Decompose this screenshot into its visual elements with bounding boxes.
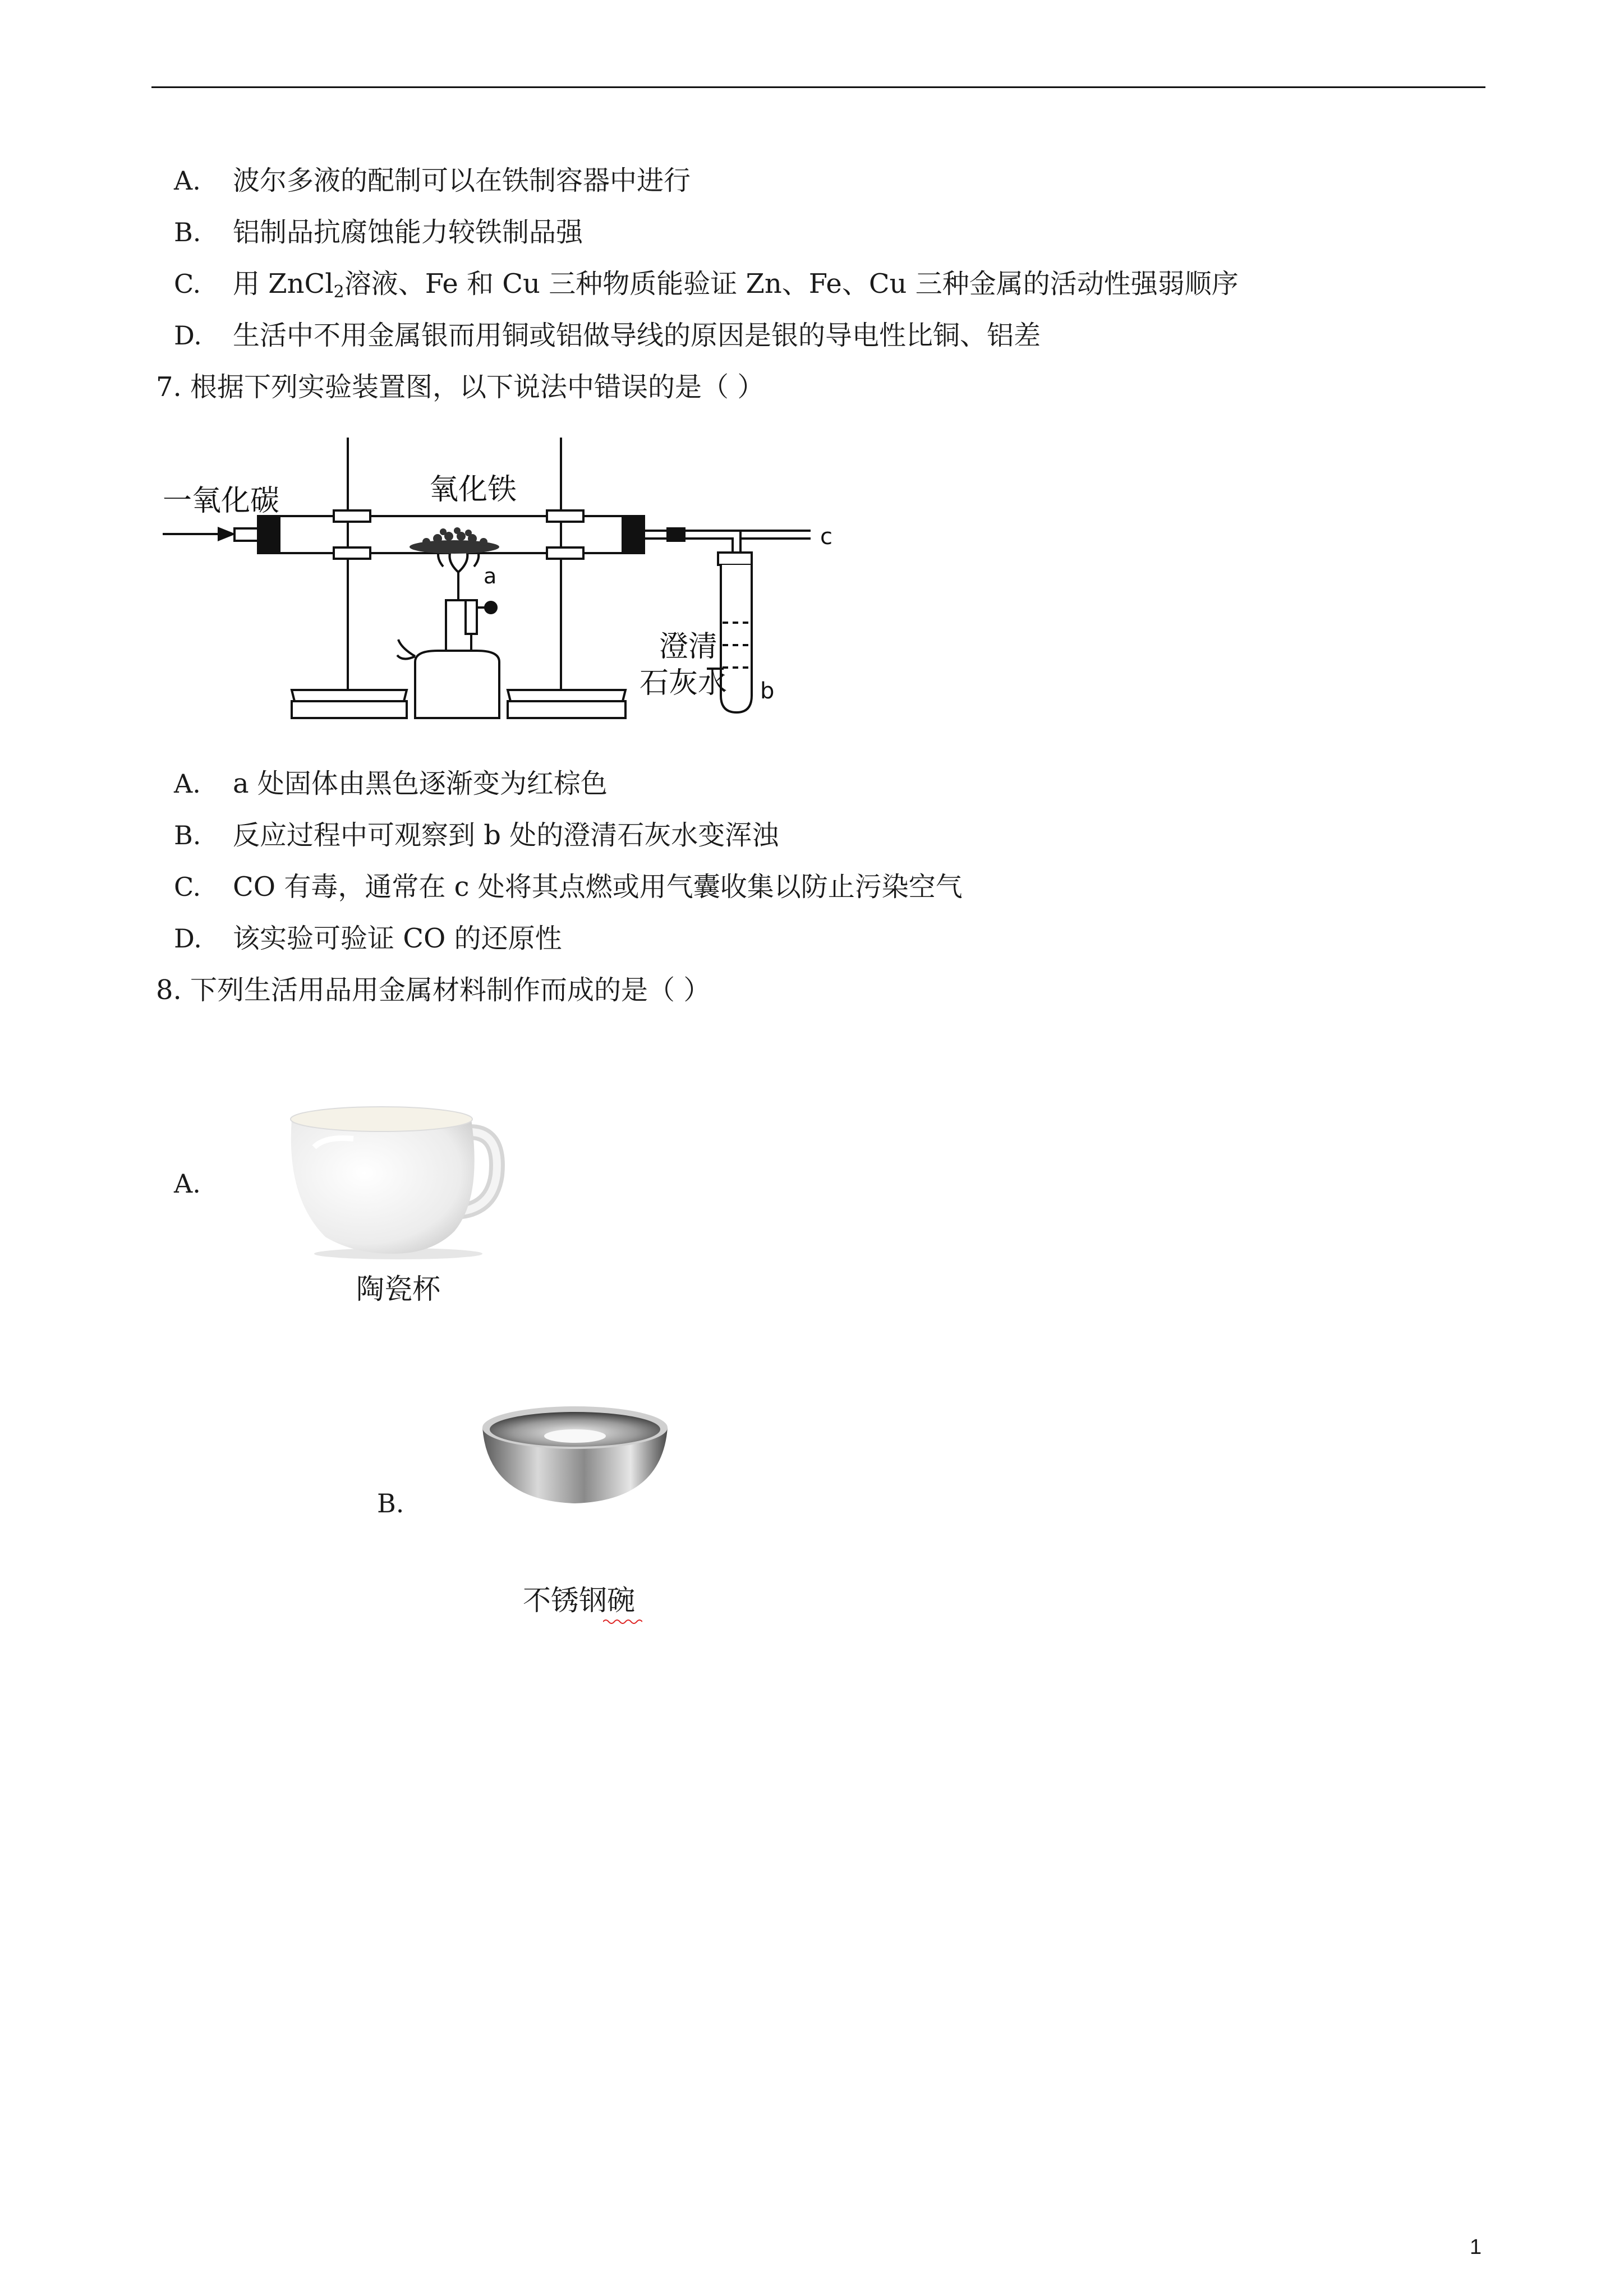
co-label: 一氧化碳 bbox=[163, 484, 280, 518]
q6-option-a-text: 波尔多液的配制可以在铁制容器中进行 bbox=[233, 165, 691, 196]
q8-option-b-letter: B. bbox=[377, 1488, 404, 1519]
q6-option-d-text: 生活中不用金属银而用铜或铝做导线的原因是银的导电性比铜、铝差 bbox=[233, 320, 1041, 351]
burner-valve bbox=[485, 602, 496, 613]
ceramic-cup-image bbox=[280, 1085, 516, 1265]
label-a: a bbox=[484, 564, 497, 588]
header-rule bbox=[151, 86, 1485, 88]
q7-option-d-text: 该实验可验证 CO 的还原性 bbox=[233, 923, 562, 954]
label-c: c bbox=[820, 524, 832, 550]
q7-stem: 7. 根据下列实验装置图，以下说法中错误的是（ ） bbox=[156, 371, 765, 403]
q8-stem: 8. 下列生活用品用金属材料制作而成的是（ ） bbox=[156, 974, 711, 1006]
label-b: b bbox=[760, 678, 775, 704]
q7-option-c-text: CO 有毒，通常在 c 处将其点燃或用气囊收集以防止污染空气 bbox=[233, 871, 963, 903]
q7-option-c-letter: C. bbox=[174, 872, 201, 902]
ceramic-cup-drawing bbox=[280, 1085, 516, 1265]
right-stand-base bbox=[508, 690, 625, 701]
q7-apparatus-figure bbox=[151, 432, 858, 729]
q7-option-b-text: 反应过程中可观察到 b 处的澄清石灰水变浑浊 bbox=[233, 820, 779, 851]
q7-option-a-letter: A. bbox=[174, 769, 201, 799]
q7-option-b-letter: B. bbox=[174, 820, 201, 850]
left-stand-base bbox=[292, 690, 407, 701]
q6-option-d-letter: D. bbox=[174, 320, 202, 351]
q7-option-a-text: a 处固体由黑色逐渐变为红棕色 bbox=[233, 768, 608, 799]
apparatus-drawing bbox=[151, 432, 858, 729]
limewater-label-2: 石灰水 bbox=[640, 666, 728, 700]
q6-option-a-letter: A. bbox=[174, 165, 201, 196]
co-arrowhead bbox=[219, 528, 233, 540]
burner-body bbox=[415, 651, 499, 718]
q8-option-b-caption: 不锈钢碗 bbox=[523, 1584, 635, 1617]
q7-option-d-letter: D. bbox=[174, 923, 202, 954]
q6-option-b-letter: B. bbox=[174, 217, 201, 247]
q8-option-a-letter: A. bbox=[174, 1168, 201, 1199]
q8-option-a-caption: 陶瓷杯 bbox=[356, 1273, 440, 1305]
q6-option-c-letter: C. bbox=[174, 269, 201, 299]
limewater-label-1: 澄清 bbox=[659, 630, 718, 664]
fe2o3-label: 氧化铁 bbox=[429, 473, 517, 507]
steel-bowl-drawing bbox=[474, 1402, 676, 1515]
spellcheck-underline bbox=[603, 1618, 642, 1625]
q6-option-b-text: 铝制品抗腐蚀能力较铁制品强 bbox=[233, 217, 583, 248]
fe2o3-powder bbox=[410, 527, 499, 554]
page-number: 1 bbox=[1470, 2235, 1482, 2259]
q6-option-c-text: 用 ZnCl$_2$溶液、Fe 和 Cu 三种物质能验证 Zn、Fe、Cu 三种金属的活动性强弱顺序 bbox=[233, 268, 1239, 302]
steel-bowl-image bbox=[474, 1402, 676, 1515]
